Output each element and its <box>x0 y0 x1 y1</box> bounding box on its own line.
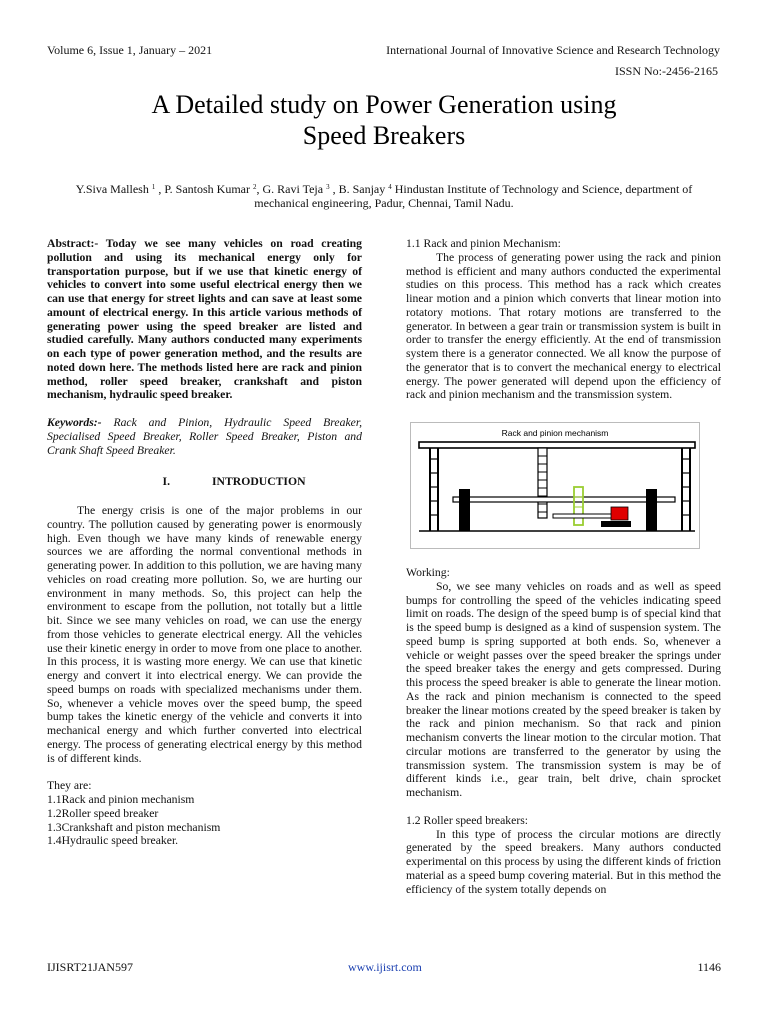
author-1: Y.Siva Mallesh <box>75 182 152 196</box>
generator-base <box>601 521 631 527</box>
right-column <box>406 237 721 896</box>
list-item: 1.2Roller speed breaker <box>47 806 159 820</box>
speed-bump-plate <box>419 442 695 448</box>
they-are-label: They are: <box>47 779 92 793</box>
roller-heading: 1.2 Roller speed breakers: <box>406 813 529 827</box>
header-issn: ISSN No:-2456-2165 <box>614 64 718 78</box>
keywords-label: Keywords:- <box>47 416 102 429</box>
pinion <box>574 487 583 525</box>
generator-shaft <box>553 514 615 518</box>
author-2: , P. Santosh Kumar <box>155 182 253 196</box>
header-journal: International Journal of Innovative Science and Research Technology <box>386 43 720 57</box>
section-title: INTRODUCTION <box>212 475 306 489</box>
list-item: 1.3Crankshaft and piston mechanism <box>47 820 221 834</box>
header-volume: Volume 6, Issue 1, January – 2021 <box>47 43 213 57</box>
author-block <box>48 180 720 210</box>
section-number: I. <box>162 475 170 489</box>
affiliation: Hindustan Institute of Technology and Science, department of mechanical engineering, Padur, Chennai, Tamil Nadu. <box>254 182 693 210</box>
shaft <box>453 497 675 502</box>
bearing-right <box>646 489 657 531</box>
rack-pinion-diagram <box>411 423 701 550</box>
paper-title <box>60 89 708 151</box>
rack-pinion-heading: 1.1 Rack and pinion Mechanism: <box>406 237 561 250</box>
title-line-1: A Detailed study on Power Generation using <box>151 90 617 119</box>
working-paragraph: So, we see many vehicles on roads and as well as speed bumps for controlling the speed of the vehicles indicating speed limit on roads. The design of the speed bump is of special kind that is the speed bump is designed as a kind of suspension system. The speed bump is spring supported at both ends. So, whenever a vehicle or weight passes over the speed breaker the springs under the speed breaker takes the energy and gets compressed. During this process the speed breaker is able to generate the linear motion. As the rack and pinion mechanism is connected to the speed breaker the linear motions created by the speed breaker is taken by the rack and pinion mechanism. So that rack and pinion mechanism converts the linear motion to the circular motion. That circular motions are transferred to the generator by using the transmission system. The transmission system is may be of different kinds i.e., gear train, belt drive, chain sprocket mechanism. <box>406 579 721 799</box>
author-4-sup: 4 <box>388 183 392 191</box>
working-label: Working: <box>406 566 450 579</box>
title-line-2: Speed Breakers <box>302 121 466 150</box>
generator <box>611 507 628 520</box>
right-support <box>682 448 690 531</box>
list-item: 1.4Hydraulic speed breaker. <box>47 834 179 848</box>
author-4: , B. Sanjay <box>329 182 389 196</box>
author-3-sup: 3 <box>326 183 330 191</box>
figure-title: Rack and pinion mechanism <box>501 428 609 438</box>
author-1-sup: 1 <box>151 183 156 191</box>
author-2-sup: 2 <box>253 183 257 191</box>
bearing-left <box>459 489 470 531</box>
list-item: 1.1Rack and pinion mechanism <box>47 793 195 806</box>
keywords-paragraph <box>47 416 362 457</box>
rack <box>538 448 547 518</box>
intro-paragraph: The energy crisis is one of the major problems in our country. The pollution caused by generating power is enormously high. Even though we have many kinds of renewable energy sources we are affording the normal conventional methods in generating power. In addition to this pollution, we are having many vehicles on road creating more pollution. So, we are hurting our environment in many methods. So, this project can help the environment to escape from the pollution, not totally but a little bit. Since we see many vehicles on road, we can use the energy from those vehicles to generate electrical energy. All the vehicles use their kinetic energy in order to move from one place to another. In this process, it is wasting more energy. We can use that kinetic energy and convert it into electrical energy. We can provide the speed bumps on roads with specialized mechanisms under them. So, whenever a vehicle moves over the speed bump, the speed bump takes the kinetic energy of the vehicle and converts it into mechanical energy and which further converted into electrical energy. The process of generating electrical energy by this method is of different kinds. <box>47 504 362 765</box>
author-3: , G. Ravi Teja <box>256 182 327 196</box>
abstract-paragraph: Abstract:- Today we see many vehicles on road creating pollution and using its mechanical energy only for transportation purpose, but if we use that kinetic energy of vehicles to convert into some useful electrical energy then we can use that energy for street lights and can save at least some amount of electrical energy. In this article various methods of generating power using the speed breaker are listed and studied carefully. Many authors conducted many experiments on each type of power generation method, and the results are noted down here. The methods listed here are rack and pinion method, roller speed breaker, crankshaft and piston mechanism, hydraulic speed breaker. <box>47 237 362 402</box>
section-heading-introduction <box>47 475 362 489</box>
roller-paragraph: In this type of process the circular motions are directly generated by the speed breakers. Many authors conducted experimental on this process by using the different kinds of friction material as a speed bump covering material. But in this method the efficiency of the system totally depends on <box>406 827 721 896</box>
rack-pinion-figure <box>410 422 700 549</box>
left-column <box>47 237 362 848</box>
left-support <box>430 448 438 531</box>
footer-paper-id: IJISRT21JAN597 <box>47 960 133 974</box>
keywords-text: Rack and Pinion, Hydraulic Speed Breaker, Specialised Speed Breaker, Roller Speed Breaker, Piston and Crank Shaft Speed Breaker. <box>47 416 362 457</box>
rack-pinion-paragraph: The process of generating power using the rack and pinion method is efficient and many authors conducted the experimental studies on this process. This method has a rack which creates linear motion and a pinion which converts that linear motion into rotatory motions. That rotary motions are transferred to the generator. In between a gear train or transmission system is built in order to transfer the energy efficiently. At the end of transmission system there is a generator connected. We all know the purpose of the generator that is to convert the mechanical energy to electrical energy. The power generated will depend upon the efficiency of rack and pinion mechanism and the transmission system. <box>406 250 721 402</box>
footer-page-number: 1146 <box>697 960 721 974</box>
footer-website-link[interactable]: www.ijisrt.com <box>348 960 422 974</box>
